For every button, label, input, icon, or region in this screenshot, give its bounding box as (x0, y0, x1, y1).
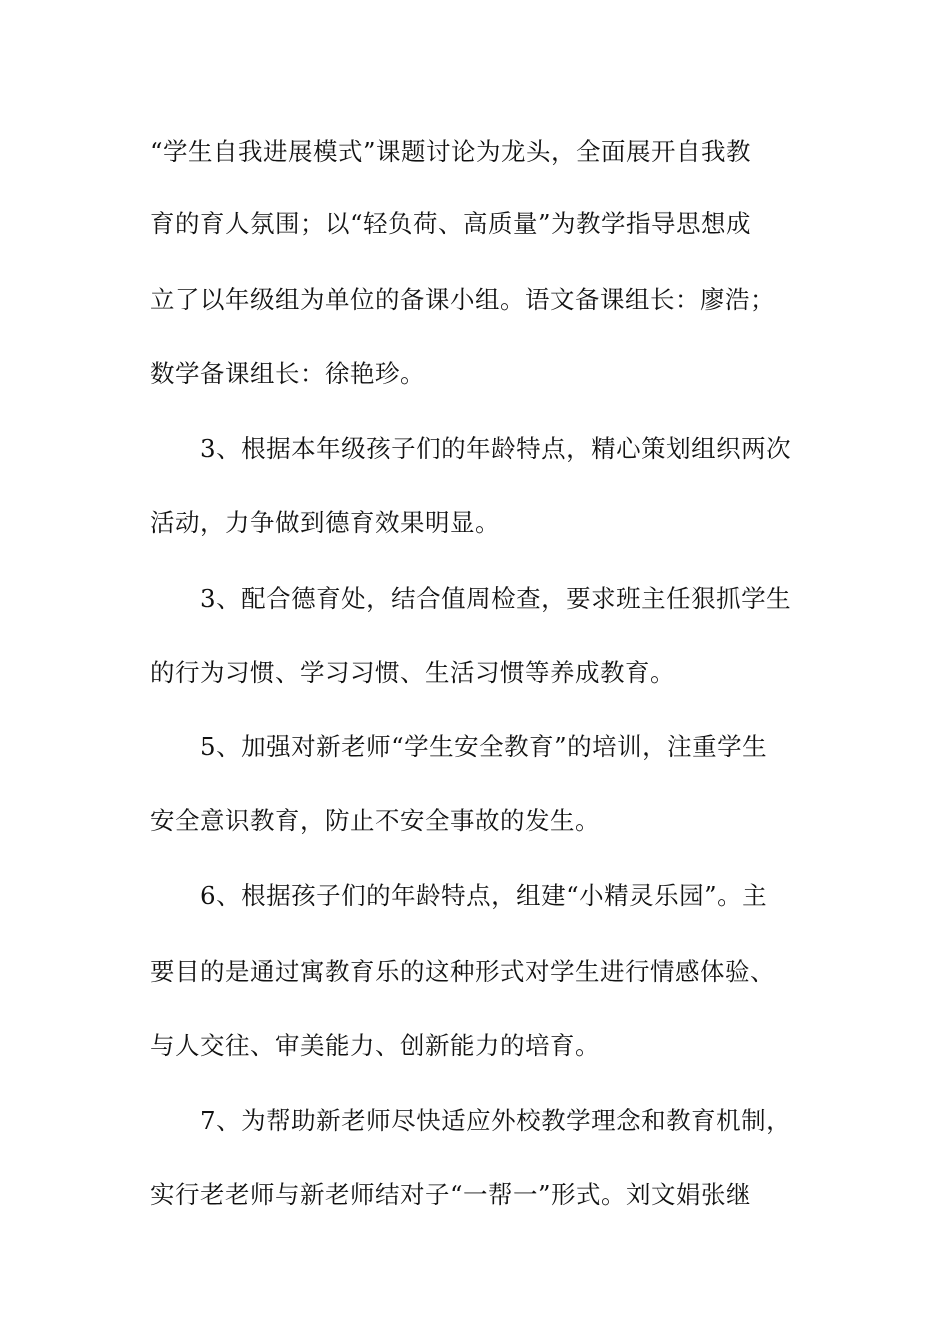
text-line-3: 立了以年级组为单位的备课小组。语文备课组长：廖浩； (150, 285, 775, 314)
paragraph-6-line-1: 6、根据孩子们的年龄特点，组建“小精灵乐园”。主 (200, 881, 768, 910)
paragraph-4-line-2: 的行为习惯、学习习惯、生活习惯等养成教育。 (150, 658, 675, 687)
paragraph-3-line-1: 3、根据本年级孩子们的年龄特点，精心策划组织两次 (200, 434, 792, 463)
text-line-1: “学生自我进展模式”课题讨论为龙头，全面展开自我教 (150, 137, 752, 166)
text-line-4: 数学备课组长：徐艳珍。 (150, 359, 425, 388)
paragraph-4-line-1: 3、配合德育处，结合值周检查，要求班主任狠抓学生 (200, 584, 792, 613)
text-line-2: 育的育人氛围；以“轻负荷、高质量”为教学指导思想成 (150, 209, 752, 238)
paragraph-7-line-2: 实行老老师与新老师结对子“一帮一”形式。刘文娟张继 (150, 1180, 752, 1209)
paragraph-5-line-2: 安全意识教育，防止不安全事故的发生。 (150, 806, 600, 835)
paragraph-7-line-1: 7、为帮助新老师尽快适应外校教学理念和教育机制， (200, 1106, 792, 1135)
paragraph-6-line-2: 要目的是通过寓教育乐的这种形式对学生进行情感体验、 (150, 957, 775, 986)
paragraph-3-line-2: 活动，力争做到德育效果明显。 (150, 508, 500, 537)
paragraph-5-line-1: 5、加强对新老师“学生安全教育”的培训，注重学生 (200, 732, 768, 761)
paragraph-6-line-3: 与人交往、审美能力、创新能力的培育。 (150, 1031, 600, 1060)
